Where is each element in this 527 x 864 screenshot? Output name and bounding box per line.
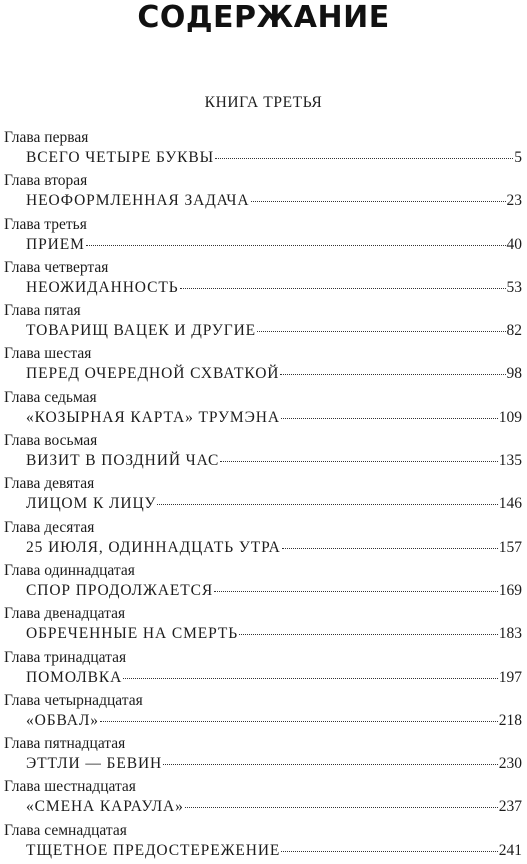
chapter-label: Глава третья: [4, 215, 87, 233]
dot-leader: [215, 158, 513, 159]
chapter-label: Глава семнадцатая: [4, 821, 127, 839]
toc-entry[interactable]: [4, 777, 522, 820]
page-number: 135: [498, 452, 522, 470]
page-number: 157: [498, 538, 522, 556]
toc-title-line: [26, 363, 522, 384]
chapter-title[interactable]: «ОБВАЛ»: [26, 711, 99, 729]
toc-title-line: [26, 840, 522, 861]
dot-leader: [251, 201, 506, 202]
chapter-title[interactable]: ПРИЕМ: [26, 235, 85, 253]
chapter-title[interactable]: «КОЗЫРНАЯ КАРТА» ТРУМЭНА: [26, 408, 280, 426]
book-heading: КНИГА ТРЕТЬЯ: [204, 94, 323, 111]
dot-leader: [239, 634, 498, 635]
dot-leader: [180, 288, 506, 289]
chapter-title[interactable]: НЕОФОРМЛЕННАЯ ЗАДАЧА: [26, 192, 250, 210]
toc-entry[interactable]: [4, 561, 522, 604]
chapter-title[interactable]: 25 ИЮЛЯ, ОДИННАДЦАТЬ УТРА: [26, 538, 281, 556]
toc-title-line: [26, 710, 522, 731]
chapter-label: Глава девятая: [4, 475, 95, 493]
chapter-title[interactable]: ТЩЕТНОЕ ПРЕДОСТЕРЕЖЕНИЕ: [26, 841, 281, 859]
chapter-label: Глава шестая: [4, 345, 92, 363]
toc-title-line: [26, 493, 522, 514]
table-of-contents: [4, 128, 522, 864]
toc-entry[interactable]: [4, 431, 522, 474]
dot-leader: [86, 245, 506, 246]
toc-entry[interactable]: [4, 388, 522, 431]
toc-title-line: [26, 234, 522, 255]
dot-leader: [282, 548, 498, 549]
page-number: 53: [506, 278, 522, 296]
chapter-title[interactable]: ПЕРЕД ОЧЕРЕДНОЙ СХВАТКОЙ: [26, 365, 280, 383]
dot-leader: [157, 504, 497, 505]
page-number: 98: [506, 365, 522, 383]
chapter-label: Глава вторая: [4, 172, 88, 190]
chapter-label: Глава двенадцатая: [4, 605, 126, 623]
chapter-title[interactable]: ЛИЦОМ К ЛИЦУ: [26, 495, 157, 513]
toc-entry[interactable]: [4, 258, 522, 301]
chapter-label: Глава седьмая: [4, 388, 97, 406]
dot-leader: [220, 461, 498, 462]
chapter-label: Глава пятнадцатая: [4, 735, 126, 753]
toc-title-line: [26, 667, 522, 688]
toc-entry[interactable]: [4, 344, 522, 387]
dot-leader: [281, 418, 498, 419]
page-number: 241: [498, 841, 522, 859]
chapter-label: Глава четырнадцатая: [4, 691, 143, 709]
toc-entry[interactable]: [4, 474, 522, 517]
dot-leader: [281, 851, 497, 852]
page-number: 183: [498, 625, 522, 643]
page-number: 82: [506, 322, 522, 340]
dot-leader: [100, 721, 498, 722]
toc-entry[interactable]: [4, 171, 522, 214]
toc-title-line: [26, 450, 522, 471]
dot-leader: [163, 764, 498, 765]
toc-entry[interactable]: [4, 301, 522, 344]
toc-entry[interactable]: [4, 648, 522, 691]
toc-title-line: [26, 147, 522, 168]
toc-entry[interactable]: [4, 128, 522, 171]
toc-entry[interactable]: [4, 821, 522, 864]
chapter-title[interactable]: ОБРЕЧЕННЫЕ НА СМЕРТЬ: [26, 625, 238, 643]
chapter-title[interactable]: ЭТТЛИ — БЕВИН: [26, 755, 163, 773]
chapter-label: Глава первая: [4, 129, 89, 146]
page-number: 146: [498, 495, 522, 513]
chapter-title[interactable]: ВИЗИТ В ПОЗДНИЙ ЧАС: [26, 452, 220, 470]
chapter-label: Глава десятая: [4, 518, 95, 536]
toc-title-line: [26, 537, 522, 558]
page-number: 230: [498, 755, 522, 773]
dot-leader: [214, 591, 498, 592]
page-number: 109: [498, 408, 522, 426]
toc-title-line: [26, 277, 522, 298]
chapter-title[interactable]: ТОВАРИЩ ВАЦЕК И ДРУГИЕ: [26, 322, 257, 340]
page-number: 197: [498, 668, 522, 686]
toc-title-line: [26, 753, 522, 774]
page-number: 40: [506, 235, 522, 253]
chapter-title[interactable]: ВСЕГО ЧЕТЫРЕ БУКВЫ: [26, 149, 215, 166]
page-number: 237: [498, 798, 522, 816]
toc-title-line: [26, 796, 522, 817]
toc-title-line: [26, 190, 522, 211]
page-title: СОДЕРЖАНИЕ: [137, 0, 390, 35]
page-number: 169: [498, 581, 522, 599]
chapter-title[interactable]: «СМЕНА КАРАУЛА»: [26, 798, 184, 816]
toc-title-line: [26, 320, 522, 341]
toc-entry[interactable]: [4, 518, 522, 561]
toc-title-line: [26, 580, 522, 601]
toc-title-line: [26, 407, 522, 428]
chapter-label: Глава восьмая: [4, 432, 98, 450]
chapter-label: Глава четвертая: [4, 258, 109, 276]
chapter-label: Глава тринадцатая: [4, 648, 127, 666]
chapter-label: Глава пятая: [4, 302, 81, 320]
page-number: 5: [514, 149, 522, 166]
dot-leader: [123, 678, 498, 679]
dot-leader: [280, 374, 505, 375]
dot-leader: [185, 807, 498, 808]
toc-entry[interactable]: [4, 734, 522, 777]
chapter-label: Глава одиннадцатая: [4, 561, 135, 579]
page-number: 218: [498, 711, 522, 729]
toc-title-line: [26, 623, 522, 644]
page-number: 23: [506, 192, 522, 210]
toc-entry[interactable]: [4, 215, 522, 258]
chapter-label: Глава шестнадцатая: [4, 778, 136, 796]
chapter-title[interactable]: ПОМОЛВКА: [26, 668, 123, 686]
toc-entry[interactable]: [4, 691, 522, 734]
chapter-title[interactable]: СПОР ПРОДОЛЖАЕТСЯ: [26, 581, 214, 599]
toc-entry[interactable]: [4, 604, 522, 647]
dot-leader: [257, 331, 505, 332]
chapter-title[interactable]: НЕОЖИДАННОСТЬ: [26, 278, 179, 296]
